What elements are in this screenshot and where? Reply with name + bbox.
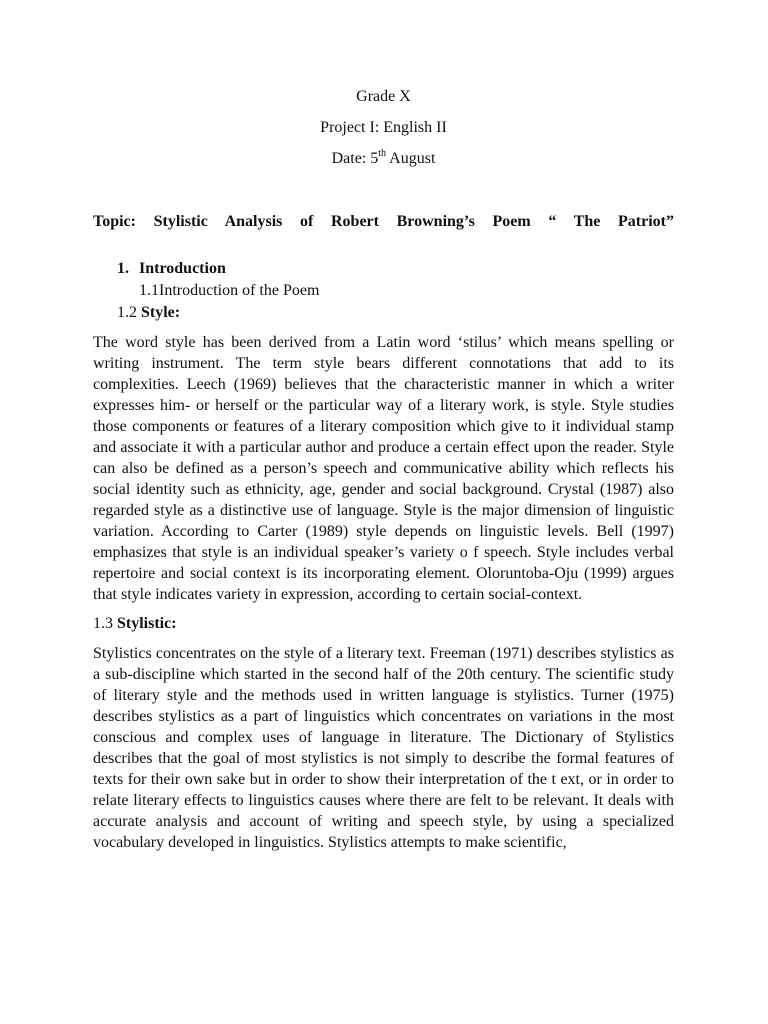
date-prefix: Date: 5 bbox=[331, 150, 379, 167]
subsection-title: Style: bbox=[141, 304, 181, 321]
topic-heading: Topic: Stylistic Analysis of Robert Browning’s Poem “ The Patriot” bbox=[93, 213, 674, 230]
section-introduction-heading bbox=[117, 258, 674, 280]
stylistic-paragraph: Stylistics concentrates on the style of a literary text. Freeman (1971) describes stylistics as a sub-discipline which started in the second half of the 20th century. The scientific study of literary style and the methods used in written language is stylistics. Turner (1975) describes stylistics as a part of linguistics which concentrates on variations in the most conscious and complex uses of language in literature. The Dictionary of Stylistics describes that the goal of most stylistics is not simply to describe the formal features of texts for their own sake but in order to show their interpretation of the t ext, or in order to relate literary effects to linguistics causes where there are felt to be relevant. It deals with accurate analysis and account of writing and speech style, by using a specialized vocabulary developed in linguistics. Stylistics attempts to make scientific, bbox=[93, 645, 674, 851]
subsection-1-1: 1.1Introduction of the Poem bbox=[139, 282, 320, 299]
document-page bbox=[93, 86, 674, 853]
date-suffix: August bbox=[386, 150, 436, 167]
grade-line: Grade X bbox=[356, 88, 411, 105]
subsection-number: 1.3 bbox=[93, 615, 117, 632]
subsection-1-3-heading bbox=[93, 613, 674, 635]
project-line: Project I: English II bbox=[320, 119, 447, 136]
subsection-1-2-heading bbox=[117, 302, 674, 324]
subsection-title: Stylistic: bbox=[117, 615, 177, 632]
date-superscript: th bbox=[378, 147, 387, 159]
section-title: Introduction bbox=[139, 260, 226, 277]
style-paragraph: The word style has been derived from a Latin word ‘stilus’ which means spelling or writing instrument. The term style bears different connotations that add to its complexities. Leech (1969) believes that the characteristic manner in which a writer expresses him- or herself or the particular way of a literary work, is style. Style studies those components or features of a literary composition which give to it individual stamp and associate it with a particular author and produce a certain effect upon the reader. Style can also be defined as a person’s speech and communicative ability which reflects his social identity such as ethnicity, age, gender and social background. Crystal (1987) also regarded style as a distinctive use of language. Style is the major dimension of linguistic variation. According to Carter (1989) style depends on linguistic levels. Bell (1997) emphasizes that style is an individual speaker’s variety o f speech. Style includes verbal repertoire and social context is its incorporating element. Oloruntoba-Oju (1999) argues that style indicates variety in expression, according to certain social-context. bbox=[93, 334, 674, 603]
section-number: 1. bbox=[117, 260, 129, 277]
date-line bbox=[93, 148, 674, 170]
subsection-number: 1.2 bbox=[117, 304, 141, 321]
